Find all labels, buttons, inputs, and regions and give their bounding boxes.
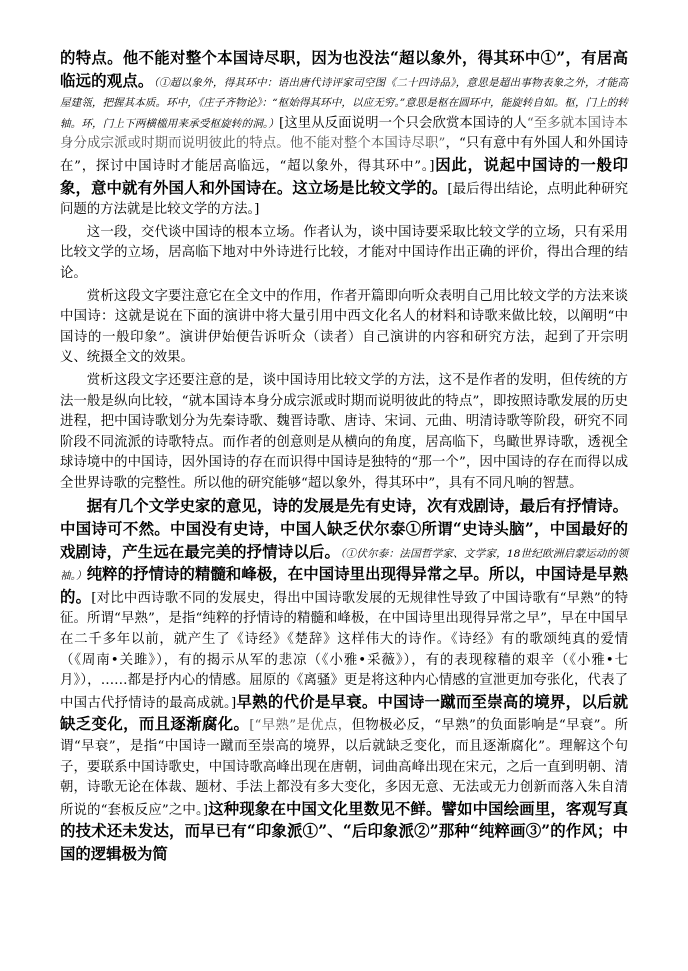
original-text: 据有几个文学史家的意见，诗的发展是先有史诗，次有戏剧诗，最后有抒情诗。中国诗可不然。中国没有史诗，中国人缺乏伏尔泰①所谓“史诗头脑”，中国最好的戏剧诗，产生远在最完美的抒情诗以后。 [60,497,628,561]
commentary: [对比中西诗歌不同的发展史，得出中国诗歌发展的无规律性导致了中国诗歌有“早熟”的特征。所谓“早熟”，是指“纯粹的抒情诗的精髓和峰极，在中国诗里出现得异常之早”，早在中国早在二千多年以前，就产生了《诗经》《楚辞》这样伟大的诗作。《诗经》有的歌颂纯真的爱情（《周南•关雎》），有的揭示从军的悲凉（《小雅•采薇》），有的表现稼穑的艰辛（《小雅•七月》），……都是抒内心的情感。屈原的《离骚》更是将这种内心情感的宣泄更加夸张化，代表了中国古代抒情诗的最高成就。] [60,590,628,711]
original-text: 的特点。他不能对整个本国诗尽职，因为也没法“超以象外，得其环中①”，有居高临远的观点。 [60,49,628,90]
commentary: [这里从反面说明一个只会欣赏本国诗的人 [278,115,527,131]
original-text: 早熟的代价是早衰。中国诗一蹴而至崇高的境界，以后就缺乏变化，而且逐渐腐化。 [60,692,628,734]
paragraph-2 [60,223,628,285]
paragraph-4 [60,371,628,495]
commentary: ，“只有意中有外国人和外国诗在”，探讨中国诗时才能居高临远，“超以象外，得其环中”。] [60,136,628,174]
analysis-text: 赏析这段文字还要注意的是，谈中国诗用比较文学的方法，这不是作者的发明，但传统的方法一般是纵向比较，“就本国诗本身分成宗派或时期而说明彼此的特点”，即按照诗歌发展的历史进程，把中国诗歌划分为先秦诗歌、魏晋诗歌、唐诗、宋词、元曲、明清诗歌等阶段，研究不同阶段不同流派的诗歌特点。而作者的创意则是从横向的角度，居高临下，鸟瞰世界诗歌，透视全球诗境中的中国诗，因外国诗的存在而识得中国诗是独特的“那一个”，因中国诗的存在而得以成全世界诗歌的完整性。所以他的研究能够“超以象外，得其环中”，具有不同凡响的智慧。 [60,372,628,491]
paragraph-3 [60,287,628,369]
commentary-grey: [“早熟”是优点， [249,718,352,734]
paragraph-1 [60,48,628,221]
footnote: （①伏尔泰：法国哲学家、文学家，18世纪欧洲启蒙运动的领袖。） [60,547,628,583]
original-text: 纯粹的抒情诗的精髓和峰极，在中国诗里出现得异常之早。所以，中国诗是早熟的。 [60,565,628,606]
commentary: 但物极必反，“早熟”的负面影响是“早衰”。所谓“早衰”，是指“中国诗一蹴而至崇高的境界，以后就缺乏变化，而且逐渐腐化”。理解这个句子，要联系中国诗歌史，中国诗歌高峰出现在唐朝，词曲高峰出现在宋元，之后一直到明朝、清朝，诗歌无论在体裁、题材、手法上都没有多大变化，多因无意、无法或无力创新而落入朱自清所说的“套板反应”之中。] [60,718,628,818]
footnote: （①超以象外，得其环中：语出唐代诗评家司空图《二十四诗品》，意思是超出事物表象之外，才能高屋建瓴，把握其本质。环中，《庄子齐物论》：“枢始得其环中，以应无穷。”意思是枢在圆环中，能旋转自如。枢，门上的转轴。环，门上下两横槛用来承受枢旋转的洞。） [60,76,628,130]
analysis-text: 赏析这段文字要注意它在全文中的作用，作者开篇即向听众表明自己用比较文学的方法来谈中国诗：这就是说在下面的演讲中将大量引用中西文化名人的材料和诗歌来做比较，以阐明“中国诗的一般印象”。演讲伊始便告诉听众（读者）自己演讲的内容和研究方法，起到了开宗明义、统摄全文的效果。 [60,288,628,366]
original-text: 因此，说起中国诗的一般印象，意中就有外国人和外国诗在。这立场是比较文学的。 [60,155,628,197]
quoted-text: “至多就本国诗本身分成宗派或时期而说明彼此的特点。他不能对整个本国诗尽职” [60,115,628,152]
commentary: [最后得出结论，点明此种研究问题的方法就是比较文学的方法。] [60,181,628,218]
paragraph-5 [60,496,628,866]
analysis-text: 这一段，交代谈中国诗的根本立场。作者认为，谈中国诗要采取比较文学的立场，只有采用比较文学的立场，居高临下地对中外诗进行比较，才能对中国诗作出正确的评价，得出合理的结论。 [60,224,628,281]
original-text: 这种现象在中国文化里数见不鲜。譬如中国绘画里，客观写真的技术还未发达，而早已有“印象派①”、“后印象派②”那种“纯粹画③”的作风；中国的逻辑极为简 [60,799,628,863]
